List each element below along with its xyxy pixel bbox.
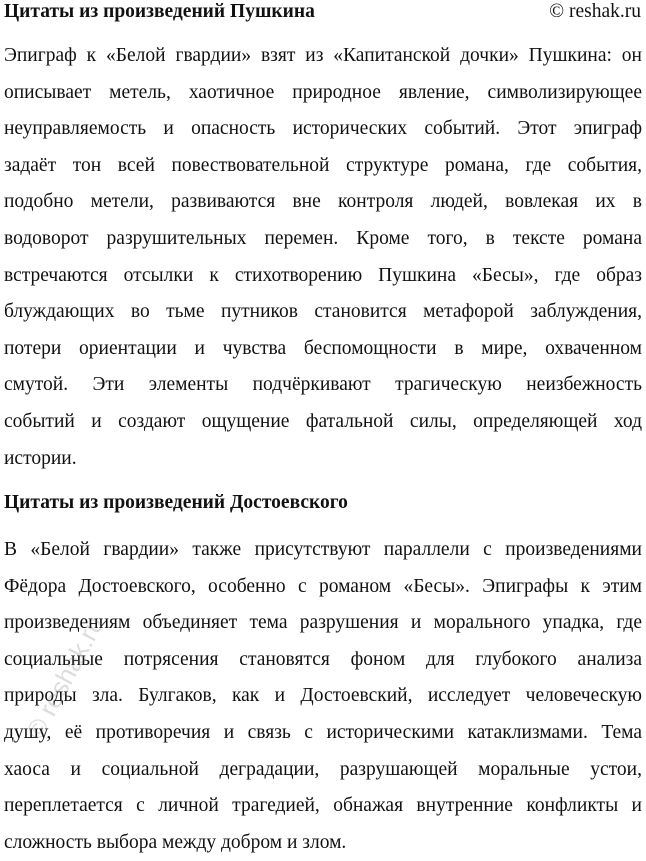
text-line: Фёдора Достоевского, особенно с романом «Бесы». Эпиграфы к этим (4, 575, 642, 597)
watermark-logo: © reshak.ru (20, 611, 110, 745)
text-line: сложность выбора между добром и злом. (4, 831, 347, 853)
paragraph-dostoevsky (4, 532, 642, 861)
text-line: подобно метели, развиваются вне контроля людей, вовлекая их в (4, 191, 642, 213)
text-line: встречаются отсылки к стихотворению Пушкина «Бесы», где образ (4, 264, 642, 286)
text-line: хаоса и социальной деградации, разрушающей моральные устои, (4, 758, 642, 780)
text-line: произведениям объединяет тема разрушения и морального упадка, где (4, 612, 642, 634)
text-line: задаёт тон всей повествовательной структуре романа, где события, (4, 154, 642, 176)
text-line: природы зла. Булгаков, как и Достоевский, исследует человеческую (4, 685, 642, 707)
text-line: описывает метель, хаотичное природное явление, символизирующее (4, 81, 642, 103)
text-line: потери ориентации и чувства беспомощности в мире, охваченном (4, 337, 642, 359)
text-line: социальные потрясения становятся фоном для глубокого анализа (4, 648, 642, 670)
text-line: переплетается с личной трагедией, обнажая внутренние конфликты и (4, 795, 642, 817)
text-line: блуждающих во тьме путников становится метафорой заблуждения, (4, 301, 642, 323)
section-heading-dostoevsky: Цитаты из произведений Достоевского (4, 492, 348, 513)
text-line: событий и создают ощущение фатальной силы, определяющей ход (4, 410, 642, 432)
text-line: В «Белой гвардии» также присутствуют параллели с произведениями (4, 539, 642, 560)
text-line: Эпиграф к «Белой гвардии» взят из «Капитанской дочки» Пушкина: он (4, 45, 642, 66)
section-heading-pushkin: Цитаты из произведений Пушкина (4, 1, 315, 22)
text-line: водоворот разрушительных перемен. Кроме того, в тексте романа (4, 227, 642, 249)
paragraph-pushkin (4, 38, 642, 477)
text-line: смутой. Эти элементы подчёркивают трагическую неизбежность (4, 374, 642, 396)
text-line: душу, её противоречия и связь с историческими катаклизмами. Тема (4, 721, 642, 743)
text-line: неуправляемость и опасность исторических событий. Этот эпиграф (4, 118, 642, 140)
text-line: истории. (4, 447, 77, 469)
copyright-label: © reshak.ru (549, 1, 641, 22)
